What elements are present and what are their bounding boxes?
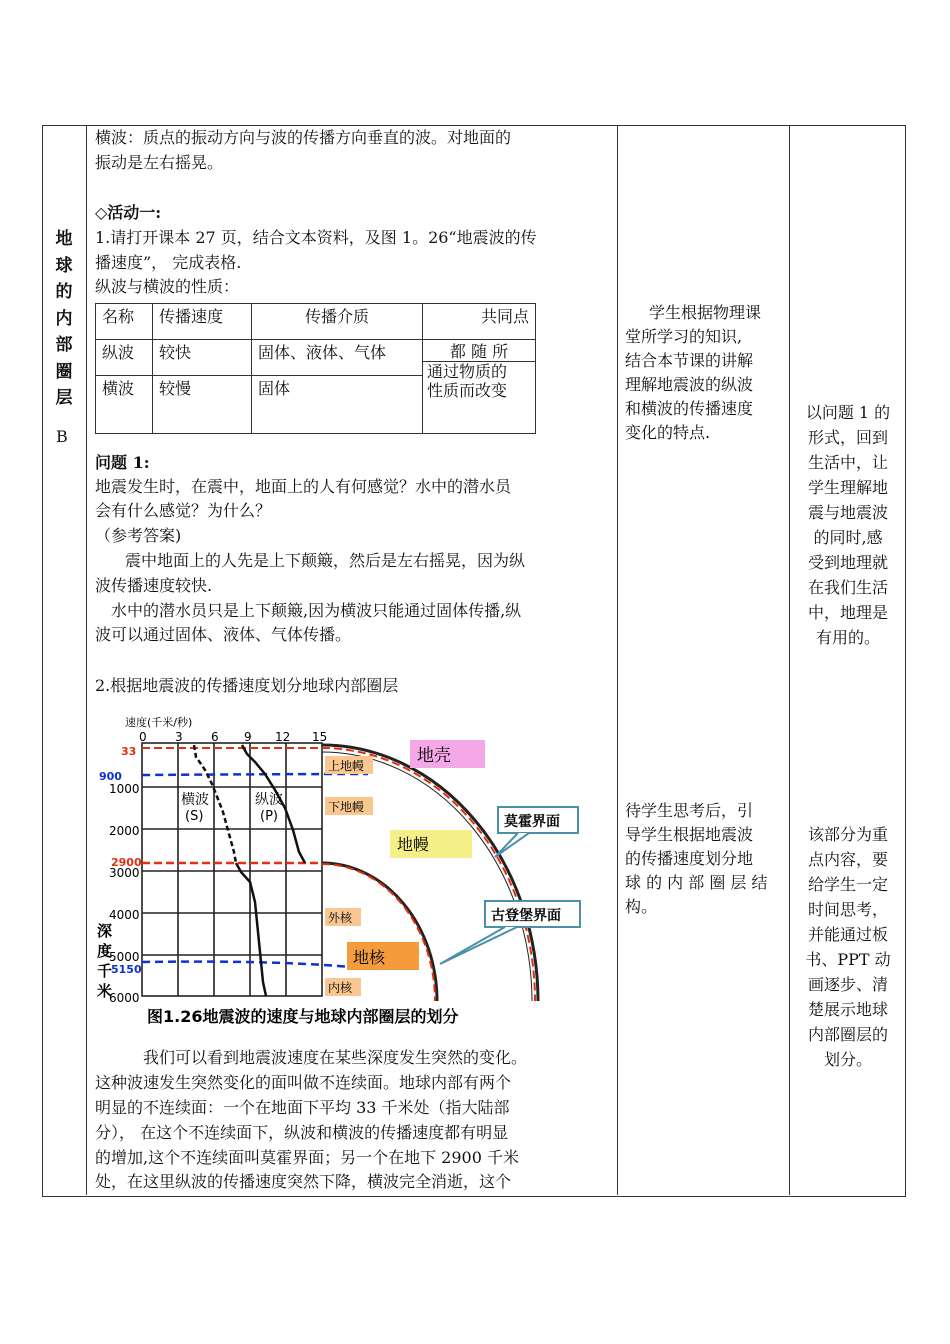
question-line: 地震发生时，在震中，地面上的人有何感觉？水中的潜水员 [95,477,512,496]
question-heading: 问题 1: [95,453,150,472]
svg-text:0: 0 [139,730,147,744]
closing-line: 的增加,这个不连续面叫莫霍界面；另一个在地下 2900 千米 [95,1148,519,1167]
svg-text:5000: 5000 [109,950,140,964]
step-heading: 2.根据地震波的传播速度划分地球内部圈层 [95,676,399,695]
svg-text:内核: 内核 [328,981,353,995]
table-cell: 较慢 [153,376,252,434]
student-activity-2: 待学生思考后，引 导学生根据地震波 的传播速度划分地 球 的 内 部 圈 层 结 构。 [625,801,768,916]
svg-text:4000: 4000 [109,908,140,922]
column-divider [617,125,618,1195]
design-intent-1: 以问题 1 的 形式，回到 生活中，让 学生理解地 震与地震波 的同时,感 受到地理就 在我们生活 中，地理是 有用的。 [805,403,891,647]
table-cell: 横波 [96,376,153,434]
svg-text:米: 米 [97,982,113,1000]
table-header: 传播速度 [153,304,252,340]
question-line: 会有什么感觉？为什么？ [95,501,272,520]
svg-text:下地幔: 下地幔 [328,800,365,814]
intro-line: 横波：质点的振动方向与波的传播方向垂直的波。对地面的 [95,128,512,147]
svg-text:3000: 3000 [109,866,140,880]
figure-caption: 图1.26地震波的速度与地球内部圈层的划分 [147,1007,459,1026]
table-cell: 较快 [153,340,252,376]
closing-line: 这种波速发生突然变化的面叫做不连续面。地球内部有两个 [95,1073,512,1092]
svg-text:纵波: 纵波 [255,792,283,808]
svg-text:2900: 2900 [111,856,142,869]
design-intent-2: 该部分为重 点内容，要 给学生一定 时间思考， 并能通过板 书、PPT 动 画逐步、清 楚展示地球 内部圈层的 划分。 [805,825,891,1069]
table-header: 共同点 [423,304,536,340]
svg-text:6000: 6000 [109,991,140,1005]
svg-text:地壳: 地壳 [417,746,451,766]
svg-text:33: 33 [121,745,137,758]
svg-text:地幔: 地幔 [397,835,430,854]
closing-line: 分）， 在这个不连续面下，纵波和横波的传播速度都有明显 [95,1123,509,1142]
activity-heading: ◇活动一: [95,203,162,222]
svg-text:深: 深 [97,922,113,940]
column-divider [86,125,87,1195]
svg-text:3: 3 [175,730,183,744]
answer-line: 波传播速度较快. [95,576,213,595]
table-cell-common: 都 随 所 通过物质的 性质而改变 [423,340,536,434]
speed-axis-label: 速度(千米/秒) [125,716,193,729]
table-cell: 固体、液体、气体 [252,340,423,376]
svg-text:15: 15 [312,730,328,744]
level-letter: B [56,427,68,446]
svg-text:9: 9 [244,730,252,744]
earth-layer-figure [95,712,605,1030]
svg-text:900: 900 [99,770,122,783]
table-cell: 纵波 [96,340,153,376]
svg-text:上地幔: 上地幔 [328,759,365,773]
svg-text:12: 12 [275,730,291,744]
svg-text:6: 6 [211,730,219,744]
svg-text:1000: 1000 [109,782,140,796]
answer-ref: （参考答案) [95,526,182,545]
answer-line: 水中的潜水员只是上下颠簸,因为横波只能通过固体传播,纵 [111,601,522,620]
svg-text:2000: 2000 [109,824,140,838]
section-title: 地 球 的 内 部 圈 层 [55,229,73,408]
column-divider [789,125,790,1195]
table-header: 传播介质 [252,304,423,340]
wave-table [95,303,536,434]
table-header: 名称 [96,304,153,340]
svg-text:5150: 5150 [111,963,142,976]
answer-line: 波可以通过固体、液体、气体传播。 [95,625,352,644]
svg-text:莫霍界面: 莫霍界面 [504,814,560,830]
svg-text:千: 千 [97,962,113,980]
svg-text:横波: 横波 [181,792,209,808]
svg-text:(P): (P) [260,809,278,824]
table-cell: 固体 [252,376,423,434]
activity-line: 纵波与横波的性质： [95,277,240,296]
svg-text:古登堡界面: 古登堡界面 [491,908,561,924]
answer-line: 震中地面上的人先是上下颠簸，然后是左右摇晃，因为纵 [125,551,526,570]
activity-line: 播速度”， 完成表格. [95,253,242,272]
svg-text:度: 度 [97,942,113,960]
closing-line: 处，在这里纵波的传播速度突然下降，横波完全消逝，这个 [95,1172,512,1191]
closing-line: 我们可以看到地震波速度在某些深度发生突然的变化。 [143,1048,528,1067]
student-activity-1: 学生根据物理课 堂所学习的知识, 结合本节课的讲解 理解地震波的纵波 和横波的传播速度 变化的特点. [625,303,761,442]
closing-line: 明显的不连续面：一个在地面下平均 33 千米处（指大陆部 [95,1098,510,1117]
svg-text:地核: 地核 [353,948,386,967]
svg-text:外核: 外核 [328,911,353,925]
svg-text:(S): (S) [185,809,204,824]
intro-line: 振动是左右摇晃。 [95,153,224,172]
activity-line: 1.请打开课本 27 页，结合文本资料，及图 1。26“地震波的传 [95,228,537,247]
